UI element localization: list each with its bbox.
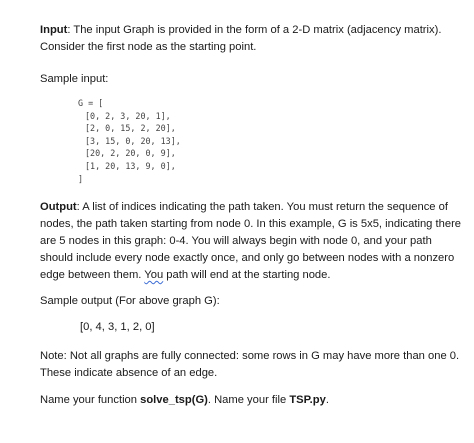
output-text-end: path will end at the starting node. <box>163 269 331 282</box>
sample-input-matrix <box>78 97 466 185</box>
problem-statement <box>40 22 466 409</box>
naming-text: . <box>325 394 329 407</box>
matrix-row: [3, 15, 0, 20, 13], <box>85 135 181 146</box>
output-description <box>40 199 466 284</box>
input-label: Input <box>40 24 68 36</box>
note-text: Note: Not all graphs are fully connected: some rows in G may have more than one 0. These indicate absence of an edge. <box>40 350 460 380</box>
function-name: solve_tsp(G) <box>140 394 208 407</box>
input-description <box>40 22 466 56</box>
sample-output-value: [0, 4, 3, 1, 2, 0] <box>80 321 155 334</box>
file-name: TSP.py <box>289 394 326 407</box>
sample-input-label: Sample input: <box>40 73 109 85</box>
matrix-row: [2, 0, 15, 2, 20], <box>85 123 176 134</box>
output-label: Output <box>40 201 77 214</box>
naming-instructions <box>40 392 466 409</box>
naming-text: Name your function <box>40 394 141 407</box>
output-text: : A list of indices indicating the path taken. You must return the sequence of nodes, the path taken starting from node 0. In this example, G is 5x5, indicating there are 5 nodes in this graph: 0-4. You will always begin with node 0, and your path should include every node exactly once, and only go between nodes with a nonzero edge between them. <box>40 201 462 282</box>
matrix-open-line: G = [ <box>78 98 104 108</box>
sample-output-label: Sample output (For above graph G): <box>40 295 220 308</box>
input-text: : The input Graph is provided in the form of a 2-D matrix (adjacency matrix). Consider the first node as the starting point. <box>40 24 442 53</box>
matrix-close-line: ] <box>78 173 84 184</box>
matrix-row: [0, 2, 3, 20, 1], <box>85 110 171 121</box>
matrix-row: [1, 20, 13, 9, 0], <box>85 160 176 171</box>
matrix-row: [20, 2, 20, 0, 9], <box>85 148 176 159</box>
misspelled-word: You <box>144 269 164 282</box>
naming-text: . Name your file <box>207 394 290 407</box>
